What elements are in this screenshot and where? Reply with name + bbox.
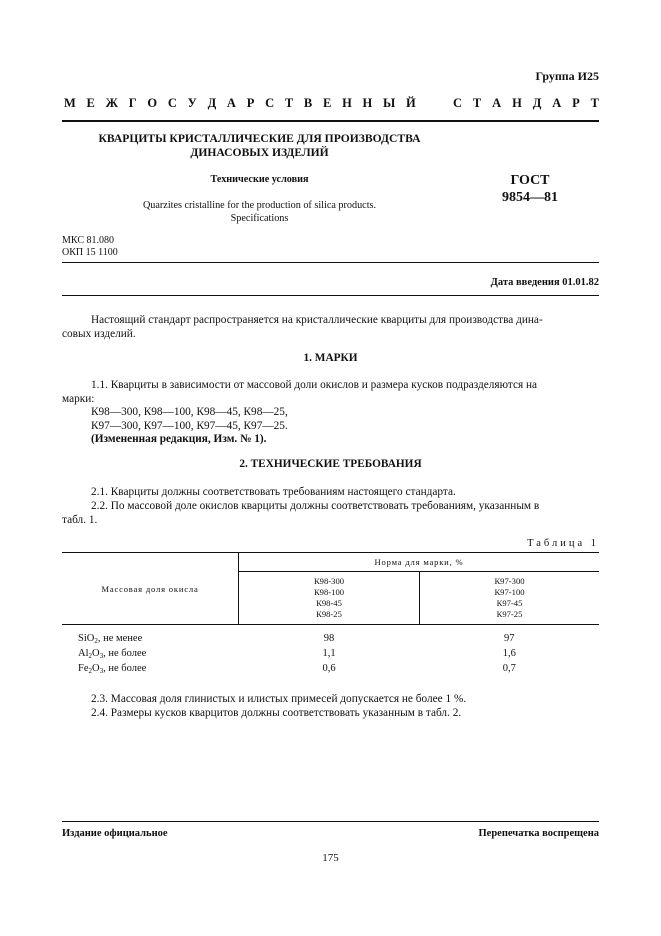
column-header-oxide: Массовая доля окисла xyxy=(62,553,239,625)
classification-codes xyxy=(62,235,118,259)
grades-line-2: К97—300, К97—100, К97—45, К97—25. xyxy=(91,419,288,432)
title-line-1: КВАРЦИТЫ КРИСТАЛЛИЧЕСКИЕ ДЛЯ ПРОИЗВОДСТВА xyxy=(98,132,421,145)
english-title-line-1: Quarzites cristalline for the production of silica products. xyxy=(142,200,377,211)
top-rule xyxy=(62,120,599,122)
gost-label: ГОСТ xyxy=(510,173,550,188)
standard-banner xyxy=(64,96,599,111)
paragraph-2-4: 2.4. Размеры кусков кварцитов должны соответствовать указанным в табл. 2. xyxy=(91,707,462,719)
banner-right: С Т А Н Д А Р Т xyxy=(453,96,599,110)
grade-k97-100: К97-100 xyxy=(494,587,525,597)
header-rule xyxy=(62,262,599,263)
grade-k98-25: К98-25 xyxy=(316,609,342,619)
grade-k97-45: К97-45 xyxy=(496,598,523,608)
paragraph-2-1: 2.1. Кварциты должны соответствовать требованиям настоящего стандарта. xyxy=(91,486,456,498)
official-edition: Издание официальное xyxy=(62,828,168,839)
intro-date-value: 01.01.82 xyxy=(562,277,599,288)
intro-text-line-2: совых изделий. xyxy=(62,328,136,340)
paragraph-2-3: 2.3. Массовая доля глинистых и илистых примесей допускается не более 1 %. xyxy=(91,693,467,705)
gost-code: 9854—81 xyxy=(502,190,558,205)
oxide-fe2o3: $Fe_2O_3$, не более xyxy=(78,663,147,675)
grade-k98-300: К98-300 xyxy=(313,576,345,586)
page-number: 175 xyxy=(322,852,339,864)
subtitle: Технические условия xyxy=(210,174,309,185)
table-1 xyxy=(62,552,599,676)
value-k97-al2o3: 1,6 xyxy=(502,648,516,659)
table-row xyxy=(62,661,599,676)
paragraphs-2-3-2-4 xyxy=(62,692,599,720)
value-k97-fe2o3: 0,7 xyxy=(502,663,516,674)
grades-list xyxy=(91,406,288,447)
grades-line-1: К98—300, К98—100, К98—45, К98—25, xyxy=(91,406,288,418)
reprint-prohibited: Перепечатка воспрещена xyxy=(478,828,599,839)
grade-list-k97 xyxy=(420,572,600,625)
english-title xyxy=(62,200,457,225)
intro-date-label: Дата введения xyxy=(490,277,560,288)
value-k98-al2o3: 1,1 xyxy=(322,648,336,659)
oxide-al2o3: $Al_2O_3$, не более xyxy=(78,648,147,660)
title-line-2: ДИНАСОВЫХ ИЗДЕЛИЙ xyxy=(190,146,329,159)
gost-number xyxy=(490,172,570,206)
english-title-line-2: Specifications xyxy=(230,212,289,224)
group-code: Группа И25 xyxy=(535,69,599,83)
table-row xyxy=(62,646,599,661)
value-k97-sio2: 97 xyxy=(504,633,515,644)
introduction-date xyxy=(491,277,599,288)
section-2-heading: 2. ТЕХНИЧЕСКИЕ ТРЕБОВАНИЯ xyxy=(239,458,422,470)
paragraph-2-2-line-1: 2.2. По массовой доле окислов кварциты должны соответствовать требованиям, указанным в xyxy=(91,500,540,512)
paragraphs-2-1-2-2 xyxy=(62,485,599,527)
oxide-sio2: SiO$_2$, не менее xyxy=(78,633,143,645)
paragraph-2-2-line-2: табл. 1. xyxy=(62,514,98,526)
grade-list-k98 xyxy=(239,572,420,625)
paragraph-1-1-line-2: марки: xyxy=(62,393,95,405)
column-header-norm: Норма для марки, % xyxy=(239,553,600,572)
table-1-caption: Таблица 1 xyxy=(527,538,599,549)
footer-rule xyxy=(62,821,599,822)
grade-k97-25: К97-25 xyxy=(496,609,523,619)
paragraph-1-1-line-1: 1.1. Кварциты в зависимости от массовой доли окислов и размера кусков подразделяются на xyxy=(91,379,538,391)
grade-k97-300: К97-300 xyxy=(494,576,525,586)
intro-text-line-1: Настоящий стандарт распространяется на кристаллические кварциты для производства дина- xyxy=(91,314,543,326)
banner-left: М Е Ж Г О С У Д А Р С Т В Е Н Н Ы Й xyxy=(64,96,416,110)
amendment-note: (Измененная редакция, Изм. № 1). xyxy=(91,433,267,446)
value-k98-sio2: 98 xyxy=(323,633,335,644)
grade-k98-45: К98-45 xyxy=(316,598,342,608)
table-row xyxy=(62,625,599,647)
document-title xyxy=(62,132,457,160)
grade-k98-100: К98-100 xyxy=(313,587,345,597)
section-1-heading: 1. МАРКИ xyxy=(303,352,358,364)
mks-code: МКС 81.080 xyxy=(62,235,114,246)
value-k98-fe2o3: 0,6 xyxy=(322,663,336,674)
paragraph-1-1 xyxy=(62,378,599,406)
date-rule xyxy=(62,295,599,296)
okp-code: ОКП 15 1100 xyxy=(62,247,118,258)
intro-paragraph xyxy=(62,313,599,341)
